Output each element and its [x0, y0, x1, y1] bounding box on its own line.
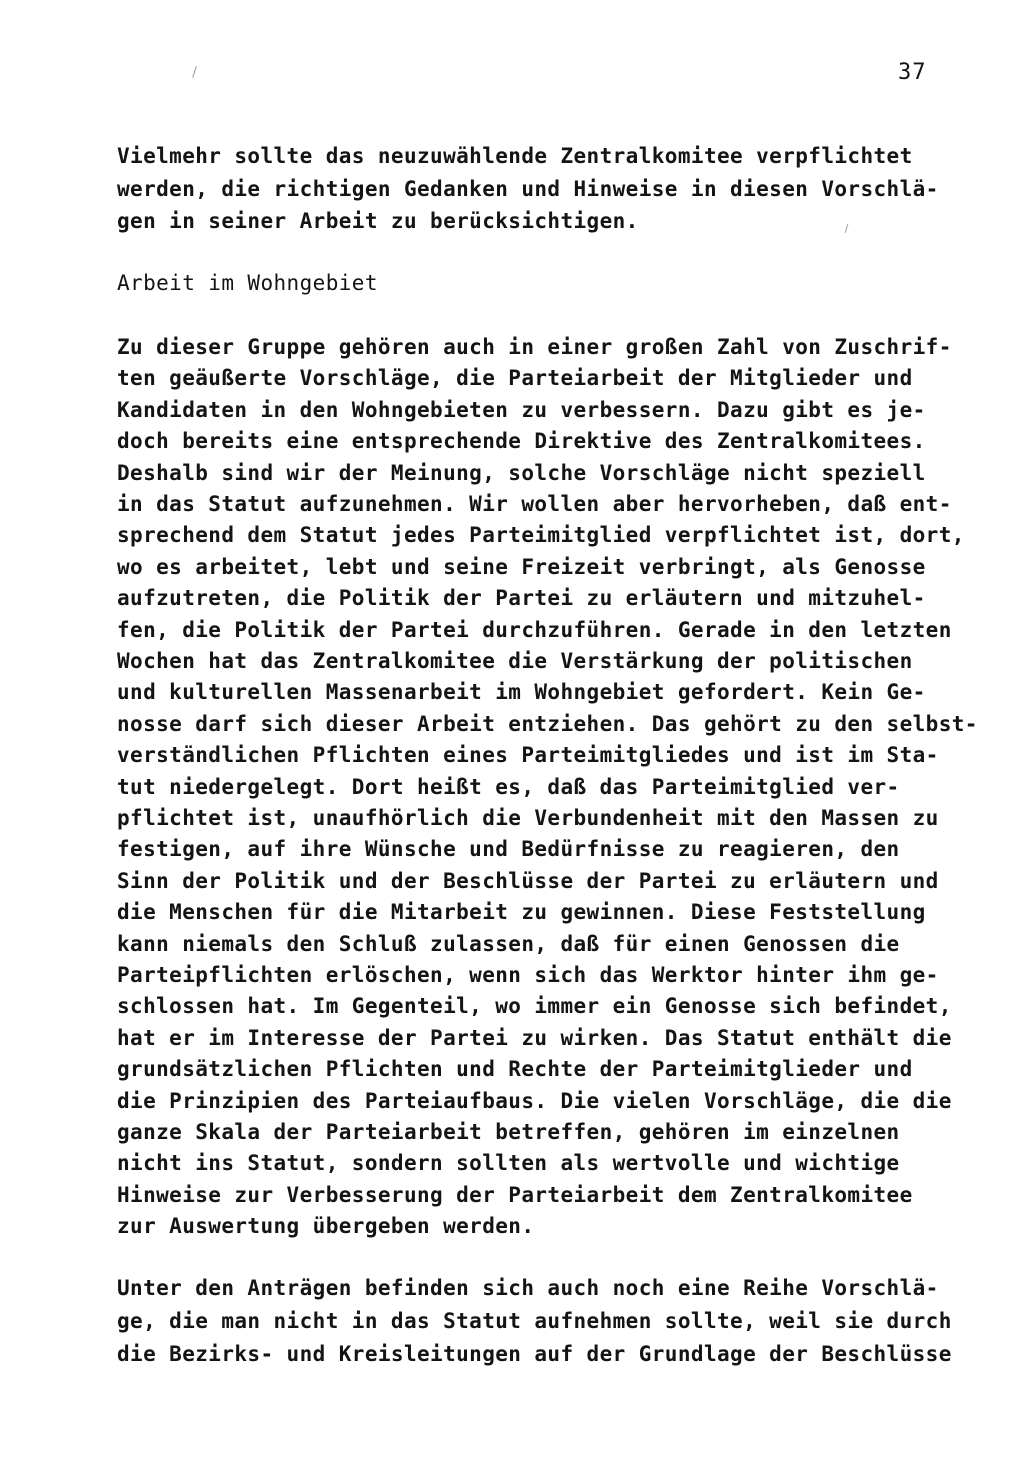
paragraph-line: Sinn der Politik und der Beschlüsse der Partei zu erläutern und	[117, 868, 939, 893]
paragraph-line: die Bezirks- und Kreisleitungen auf der Grundlage der Beschlüsse	[117, 1342, 952, 1366]
section-heading: Arbeit im Wohngebiet	[117, 271, 378, 295]
paragraph-line: wo es arbeitet, lebt und seine Freizeit verbringt, als Genosse	[117, 554, 926, 579]
paragraph-line: tut niedergelegt. Dort heißt es, daß das Parteimitglied ver-	[117, 774, 900, 799]
paragraph-line: zur Auswertung übergeben werden.	[117, 1214, 535, 1239]
paragraph-line: fen, die Politik der Partei durchzuführen. Gerade in den letzten	[117, 617, 952, 642]
paragraph-line: festigen, auf ihre Wünsche und Bedürfnisse zu reagieren, den	[117, 837, 900, 862]
paragraph-line: die Menschen für die Mitarbeit zu gewinnen. Diese Feststellung	[117, 900, 926, 925]
scan-mark	[845, 224, 849, 233]
paragraph-line: nosse darf sich dieser Arbeit entziehen. Das gehört zu den selbst-	[117, 711, 978, 736]
paragraph-line: Vielmehr sollte das neuzuwählende Zentralkomitee verpflichtet	[117, 144, 913, 168]
paragraph-line: grundsätzlichen Pflichten und Rechte der Parteimitglieder und	[117, 1057, 913, 1082]
paragraph-line: schlossen hat. Im Gegenteil, wo immer ein Genosse sich befindet,	[117, 994, 952, 1019]
paragraph-line: Kandidaten in den Wohngebieten zu verbessern. Dazu gibt es je-	[117, 397, 926, 422]
paragraph-line: und kulturellen Massenarbeit im Wohngebiet gefordert. Kein Ge-	[117, 680, 926, 705]
paragraph-line: verständlichen Pflichten eines Parteimitgliedes und ist im Sta-	[117, 743, 939, 768]
paragraph-line: ge, die man nicht in das Statut aufnehmen sollte, weil sie durch	[117, 1309, 952, 1333]
paragraph-line: Wochen hat das Zentralkomitee die Verstärkung der politischen	[117, 649, 913, 673]
paragraph-line: hat er im Interesse der Partei zu wirken. Das Statut enthält die	[117, 1025, 952, 1050]
paragraph-line: nicht ins Statut, sondern sollten als wertvolle und wichtige	[117, 1151, 900, 1176]
paragraph-line: kann niemals den Schluß zulassen, daß für einen Genossen die	[117, 931, 900, 956]
paragraph-line: Parteipflichten erlöschen, wenn sich das Werktor hinter ihm ge-	[117, 963, 939, 987]
paragraph-line: sprechend dem Statut jedes Parteimitglied verpflichtet ist, dort,	[117, 523, 965, 548]
paragraph-line: in das Statut aufzunehmen. Wir wollen aber hervorheben, daß ent-	[117, 492, 952, 516]
paragraph-line: pflichtet ist, unaufhörlich die Verbundenheit mit den Massen zu	[117, 806, 939, 830]
paragraph-line: Deshalb sind wir der Meinung, solche Vorschläge nicht speziell	[117, 460, 926, 485]
paragraph-line: Unter den Anträgen befinden sich auch noch eine Reihe Vorschlä-	[117, 1276, 939, 1300]
paragraph-line: aufzutreten, die Politik der Partei zu erläutern und mitzuhel-	[117, 586, 926, 611]
paragraph-line: die Prinzipien des Parteiaufbaus. Die vielen Vorschläge, die die	[117, 1088, 952, 1113]
paragraph-line: werden, die richtigen Gedanken und Hinweise in diesen Vorschlä-	[117, 176, 939, 201]
paragraph-line: ten geäußerte Vorschläge, die Parteiarbeit der Mitglieder und	[117, 366, 913, 391]
paragraph-line: ganze Skala der Parteiarbeit betreffen, gehören im einzelnen	[117, 1120, 900, 1144]
paragraph-line: Hinweise zur Verbesserung der Parteiarbeit dem Zentralkomitee	[117, 1182, 913, 1207]
paragraph-line: Zu dieser Gruppe gehören auch in einer großen Zahl von Zuschrif-	[117, 335, 952, 359]
scan-mark	[192, 66, 197, 78]
paragraph-line: doch bereits eine entsprechende Direktive des Zentralkomitees.	[117, 429, 926, 454]
page-number: 37	[898, 60, 927, 85]
paragraph-line: gen in seiner Arbeit zu berücksichtigen.	[117, 209, 639, 233]
